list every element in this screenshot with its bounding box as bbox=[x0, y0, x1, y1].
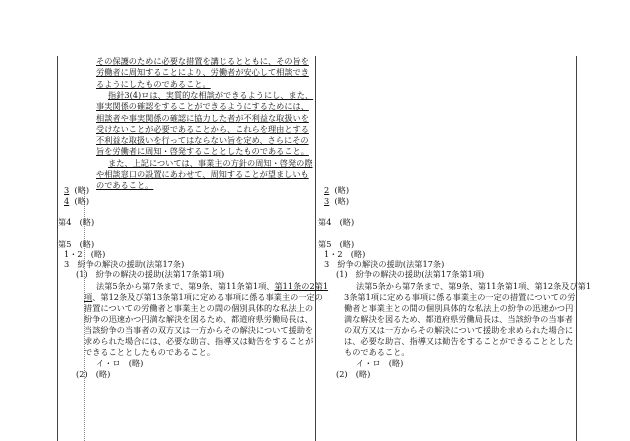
text-segment: 法第5条から第7条まで、第9条、第11条第1項、 bbox=[96, 281, 275, 291]
text-line: 措置についての労働者と事業主との間の個別具体的な私法上の bbox=[84, 303, 314, 313]
text-line: 不利益な取扱いを行ってはならない旨を定め、さらにその bbox=[96, 135, 309, 146]
text-segment-underlined: 第11条の2第1 bbox=[274, 281, 329, 291]
text-line: 労働者に周知することにより、労働者が安心して相談でき bbox=[96, 67, 309, 78]
item-number: 2 bbox=[324, 185, 330, 195]
item-number: 3 bbox=[64, 185, 70, 195]
text-line: や相談窓口の設置にあわせて、周知することが望ましいも bbox=[96, 169, 309, 179]
right-items-1-2: 1・2 (略) bbox=[324, 249, 366, 259]
text-line: その保護のために必要な措置を講じるとともに、その旨を bbox=[96, 56, 309, 66]
right-section-5: 第5 (略) bbox=[318, 239, 355, 249]
text-line: のであること。 bbox=[96, 180, 154, 191]
text-line: 旨を労働者に周知・啓発することとしたものであること。 bbox=[96, 146, 309, 157]
right-subsection-2: (2) (略) bbox=[336, 369, 371, 379]
text-line: 当該紛争の当事者の双方又は一方からその解決について援助を bbox=[84, 325, 314, 335]
text-line: 相談者や事実関係の確認に協力した者が不利益な取扱いを bbox=[96, 112, 309, 123]
text-segment: 、第12条及び第13条第1項に定める事項に係る事業主の一定の bbox=[92, 292, 323, 302]
item-text: (略) bbox=[74, 185, 90, 195]
item-text: (略) bbox=[74, 196, 90, 206]
text-line: 紛争の迅速かつ円満な解決を図るため、都道府県労働局長は、 bbox=[84, 314, 313, 324]
left-items-1-2: 1・2 (略) bbox=[64, 249, 106, 259]
item-number: 3 bbox=[324, 196, 330, 206]
text-line: 事実関係の確認をすることができるようにするためには、 bbox=[96, 101, 309, 112]
text-line: 求められた場合には、必要な助言、指導又は勧告をすることが bbox=[84, 336, 314, 346]
text-line: ものであること。 bbox=[344, 347, 410, 357]
item-text: (略) bbox=[334, 196, 350, 206]
text-line: の双方又は一方からその解決について援助を求められた場合に bbox=[344, 325, 574, 335]
text-segment-underlined: 項 bbox=[84, 292, 93, 302]
right-item-3 bbox=[324, 196, 349, 207]
text-line: 働者と事業主との間の個別具体的な私法上の紛争の迅速かつ円 bbox=[344, 303, 574, 313]
text-line: 法第5条から第7条まで、第9条、第11条第1項、第12条及び第1 bbox=[356, 281, 592, 291]
text-line: 受けないことが必要であることから、これらを理由とする bbox=[96, 123, 309, 134]
left-subsection-1-heading: (1) 紛争の解決の援助(法第17条第1項) bbox=[76, 269, 225, 279]
left-section-5: 第5 (略) bbox=[58, 239, 95, 249]
right-section-4: 第4 (略) bbox=[318, 217, 355, 227]
left-i-ro: イ・ロ (略) bbox=[96, 358, 144, 368]
text-line: また、上記については、事業主の方針の周知・啓発の際 bbox=[108, 157, 313, 168]
text-line: できることとしたものであること。 bbox=[84, 347, 216, 357]
left-item-3-heading: 3 紛争の解決の援助(法第17条) bbox=[64, 259, 185, 269]
text-line: 3条第1項に定める事項に係る事業主の一定の措置についての労 bbox=[344, 292, 576, 302]
right-item-2 bbox=[324, 185, 349, 196]
left-subsection-2: (2) (略) bbox=[76, 369, 111, 379]
text-line: 満な解決を図るため、都道府県労働局長は、当該紛争の当事者 bbox=[344, 314, 573, 324]
text-line: 指針3(4)ロは、実質的な相談ができるようにし、また、 bbox=[108, 89, 314, 100]
right-subsection-1-heading: (1) 紛争の解決の援助(法第17条第1項) bbox=[336, 269, 485, 279]
right-item-3-heading: 3 紛争の解決の援助(法第17条) bbox=[324, 259, 445, 269]
right-i-ro: イ・ロ (略) bbox=[356, 358, 404, 368]
item-number: 4 bbox=[64, 196, 70, 206]
item-text: (略) bbox=[334, 185, 350, 195]
text-line: は、必要な助言、指導又は勧告をすることができることとした bbox=[344, 336, 574, 346]
left-section-4: 第4 (略) bbox=[58, 217, 95, 227]
text-line: るようにしたものであること。 bbox=[96, 78, 211, 89]
